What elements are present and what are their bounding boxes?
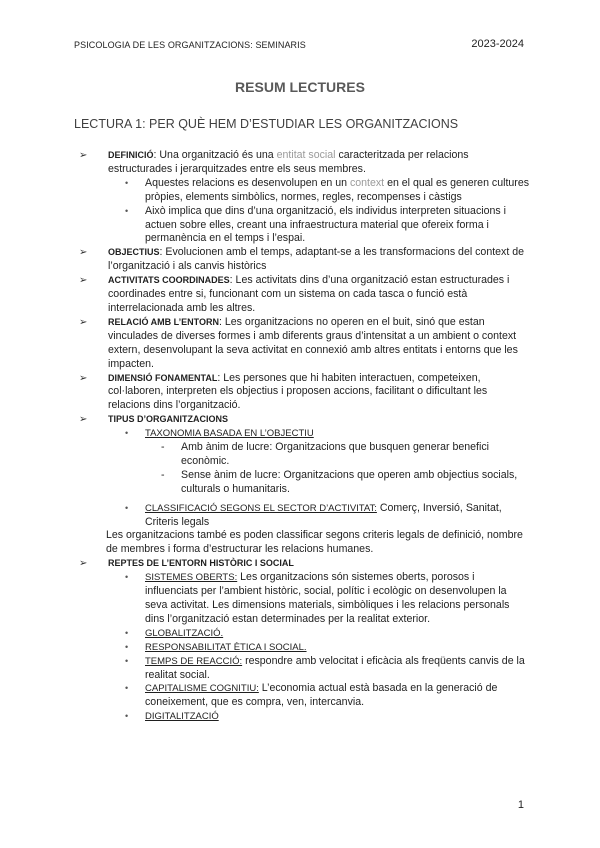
arrow-bullet-icon: ➢: [79, 150, 88, 161]
item-reptes: ➢ REPTES DE L’ENTORN HISTÒRIC I SOCIAL: [79, 558, 294, 570]
sub-item-responsabilitat: • RESPONSABILITAT ÈTICA I SOCIAL.: [125, 641, 307, 653]
arrow-bullet-icon: ➢: [79, 558, 88, 570]
header-course-title: PSICOLOGIA DE LES ORGANITZACIONS: SEMINARIS: [74, 40, 306, 50]
bullet-icon: •: [125, 683, 129, 694]
bullet-icon: •: [125, 572, 129, 583]
item-tipus: ➢ TIPUS D’ORGANITZACIONS: [79, 414, 229, 426]
arrow-bullet-icon: ➢: [79, 316, 88, 328]
item-dimensio: ➢ DIMENSIÓ FONAMENTAL: Les persones que hi habiten interactuen, competeixen, col·laboren, interpreten els objectius i proposen accions, facilitant o dificultant les relacions dins l’organització.: [79, 371, 488, 412]
sub-item-capitalisme-cognitiu: • CAPITALISME COGNITIU: L’economia actual està basada en la generació de coneixement, que es compra, ven, intercanvia.: [125, 682, 498, 709]
paragraph-criteris-legals: Les organitzacions també es poden classificar segons criteris legals de definició, nombre de membres i forma d’estructurar les relacions humanes.: [106, 529, 523, 556]
sub-item-sistemes-oberts: • SISTEMES OBERTS: Les organitzacions són sistemes oberts, porosos i influenciats per l’ambient històric, social, polític i ecològic on desenvolupen la seva activitat. Les dimensions materials, simbòliques i les relacions personals dins l’organització estan determinades per la realitat exterior.: [125, 571, 510, 625]
dash-bullet-icon: -: [161, 468, 165, 481]
dash-item-amb-lucre: - Amb ànim de lucre: Organitzacions que busquen generar benefici econòmic.: [161, 441, 489, 467]
document-title: RESUM LECTURES: [235, 79, 365, 95]
bullet-icon: •: [125, 177, 129, 188]
content-body: [79, 149, 530, 724]
highlighted-term: entitat social: [276, 149, 336, 161]
dash-item-sense-lucre: - Sense ànim de lucre: Organitzacions que operen amb objectius socials, culturals o humanitaris.: [161, 468, 518, 495]
bullet-icon: •: [125, 711, 129, 722]
sub-item-digitalitzacio: • DIGITALITZACIÓ: [125, 711, 219, 723]
bullet-icon: •: [125, 641, 129, 652]
section-heading: LECTURA 1: PER QUÈ HEM D’ESTUDIAR LES ORGANITZACIONS: [74, 117, 459, 131]
sub-item-context: • Aquestes relacions es desenvolupen en un context en el qual es generen cultures pròpies, elements simbòlics, normes, regles, recompenses i càstigs: [125, 176, 530, 203]
sub-item-globalitzacio: • GLOBALITZACIÓ.: [125, 627, 224, 639]
header-year: 2023-2024: [471, 38, 524, 50]
bullet-icon: •: [125, 205, 129, 216]
sub-item-classificacio: • CLASSIFICACIÓ SEGONS EL SECTOR D’ACTIVITAT: Comerç, Inversió, Sanitat, Criteris legals: [125, 501, 502, 528]
dash-bullet-icon: -: [161, 441, 165, 454]
arrow-bullet-icon: ➢: [79, 414, 88, 426]
item-activitats: ➢ ACTIVITATS COORDINADES: Les activitats dins d’una organització estan estructurades i coordinades entre si, funcionant com un sistema on cada tasca o funció està interrelacionada amb les altres.: [79, 274, 510, 314]
sub-item-implicacio: • Això implica que dins d’una organització, els individus interpreten situacions i actuen sobre elles, creant una infraestructura material que ofereix forma i permanència en el temps i l’espai.: [125, 204, 506, 245]
sub-item-taxonomia: • TAXONOMIA BASADA EN L’OBJECTIU: [125, 428, 314, 440]
sub-item-temps-reaccio: • TEMPS DE REACCIÓ: respondre amb velocitat i eficàcia als freqüents canvis de la realitat social.: [125, 654, 525, 681]
page-number: 1: [517, 799, 524, 811]
highlighted-term: context: [349, 176, 385, 189]
item-relacio: ➢ RELACIÓ AMB L’ENTORN: Les organitzacions no operen en el buit, sinó que estan vinculades de diverses formes i amb diferents graus d’intensitat a un ambient o context extern, desenvolupant la seva activitat en connexió amb altres entitats i entorns que les impacten.: [79, 315, 518, 370]
item-definicio: ➢ DEFINICIÓ: Una organització és una entitat social caracteritzada per relacions estructurades i jerarquitzades entre els seus membres.: [79, 149, 469, 175]
bullet-icon: •: [125, 627, 129, 638]
bullet-icon: •: [125, 428, 129, 439]
arrow-bullet-icon: ➢: [79, 372, 88, 384]
bullet-icon: •: [125, 655, 129, 666]
arrow-bullet-icon: ➢: [79, 275, 88, 287]
item-objectius: ➢ OBJECTIUS: Evolucionen amb el temps, adaptant-se a les transformacions del context de l’organització i als canvis històrics: [79, 246, 525, 273]
arrow-bullet-icon: ➢: [79, 247, 88, 259]
bullet-icon: •: [125, 502, 129, 513]
